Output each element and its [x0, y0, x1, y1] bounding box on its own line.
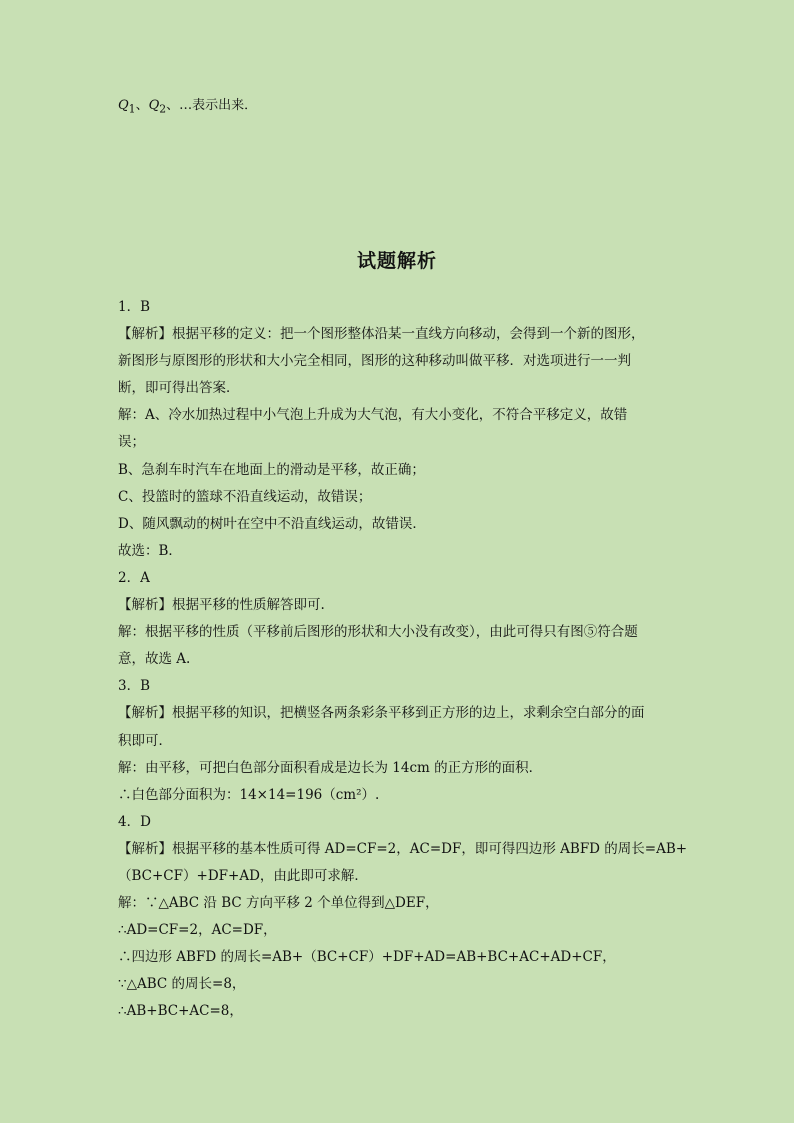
- text-line: 2．A: [118, 569, 150, 586]
- text-line: 解：根据平移的性质（平移前后图形的形状和大小没有改变），由此可得只有图⑤符合题: [118, 624, 638, 641]
- q1-symbol: Q: [118, 98, 129, 113]
- text-line: 【解析】根据平移的性质解答即可.: [118, 597, 325, 614]
- text-line: 新图形与原图形的形状和大小完全相同，图形的这种移动叫做平移．对选项进行一一判: [118, 353, 631, 370]
- text-line: 解：∵△ABC 沿 BC 方向平移 2 个单位得到△DEF，: [118, 895, 439, 912]
- continued-text: 、…表示出来．: [166, 98, 258, 113]
- text-line: （BC+CF）+DF+AD，由此即可求解．: [118, 867, 368, 884]
- text-line: 断，即可得出答案．: [118, 380, 240, 397]
- text-line: ∴AD=CF=2，AC=DF，: [118, 922, 277, 939]
- text-line: 【解析】根据平移的基本性质可得 AD=CF=2，AC=DF，即可得四边形 ABFD 的周长=AB+: [118, 840, 688, 857]
- text-line: 3．B: [118, 678, 151, 695]
- text-line: 误；: [118, 434, 145, 451]
- text-line: 【解析】根据平移的定义：把一个图形整体沿某一直线方向移动，会得到一个新的图形，: [118, 326, 645, 343]
- text-line: B、急刹车时汽车在地面上的滑动是平移，故正确；: [118, 461, 425, 478]
- text-line: 【解析】根据平移的知识，把横竖各两条彩条平移到正方形的边上，求剩余空白部分的面: [118, 705, 645, 722]
- text-line: ∴白色部分面积为：14×14=196（cm²）.: [118, 786, 380, 803]
- text-line: 解：A、冷水加热过程中小气泡上升成为大气泡，有大小变化，不符合平移定义，故错: [118, 407, 628, 424]
- analysis-content: [118, 294, 688, 1026]
- text-line: ∴AB+BC+AC=8，: [118, 1003, 243, 1020]
- q2-subscript: 2: [159, 102, 167, 116]
- text-line: 故选：B．: [118, 542, 182, 559]
- continued-text-line: [118, 96, 257, 120]
- text-line: 1．B: [118, 299, 151, 315]
- text-line: ∵△ABC 的周长=8，: [118, 976, 246, 993]
- separator: 、: [135, 98, 149, 113]
- text-line: 4．D: [118, 813, 151, 830]
- text-line: D、随风飘动的树叶在空中不沿直线运动，故错误．: [118, 515, 426, 532]
- text-line: 意，故选 A.: [118, 651, 191, 668]
- text-line: C、投篮时的篮球不沿直线运动，故错误；: [118, 488, 372, 505]
- q2-symbol: Q: [148, 98, 160, 113]
- q1-subscript: 1: [128, 102, 136, 116]
- text-line: ∴四边形 ABFD 的周长=AB+（BC+CF）+DF+AD=AB+BC+AC+AD+CF，: [118, 949, 616, 966]
- text-line: 积即可．: [118, 732, 172, 749]
- section-title: 试题解析: [356, 250, 437, 272]
- text-line: 解：由平移，可把白色部分面积看成是边长为 14cm 的正方形的面积．: [118, 759, 543, 776]
